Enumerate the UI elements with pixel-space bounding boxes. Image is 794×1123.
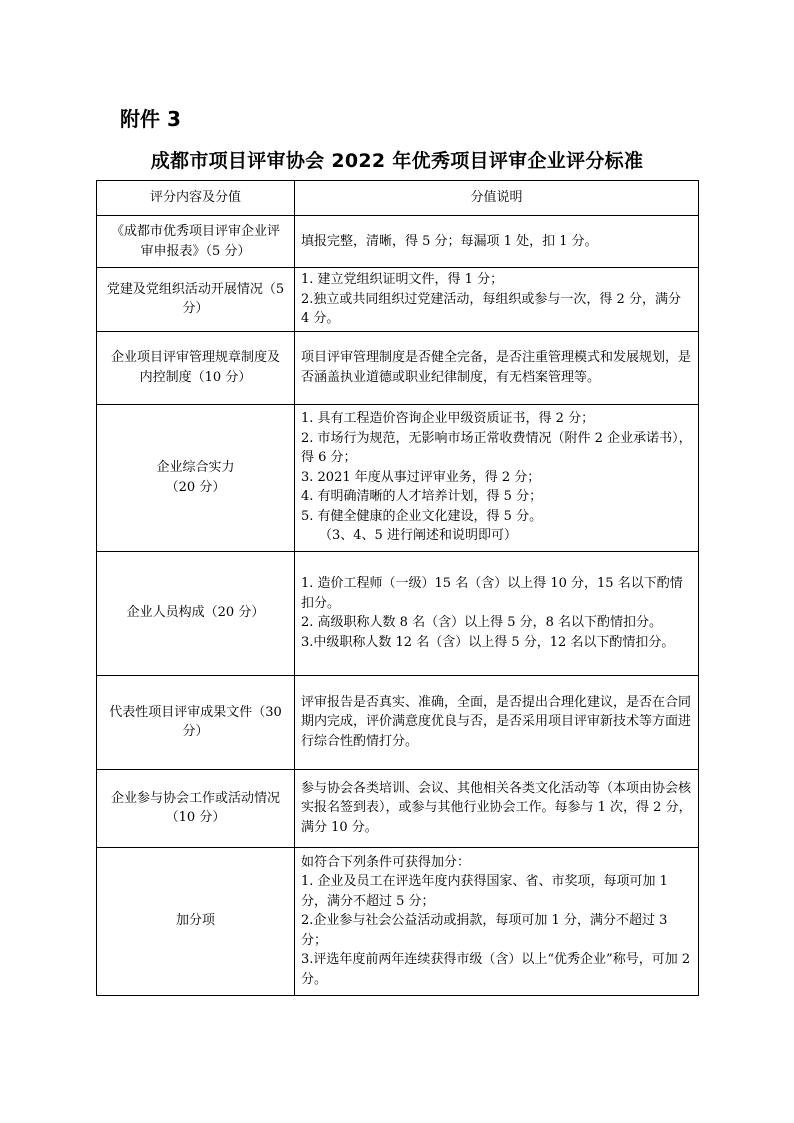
row-description — [295, 551, 699, 675]
header-scoring-content: 评分内容及分值 — [97, 181, 295, 216]
table-row — [97, 551, 699, 675]
description-line: 3.中级职称人数 12 名（含）以上得 5 分，12 名以下酌情扣分。 — [301, 634, 675, 650]
row-description — [295, 675, 699, 769]
description-line: 2. 高级职称人数 8 名（含）以上得 5 分，8 名以下酌情扣分。 — [301, 615, 663, 630]
description-line: 5. 有健全健康的企业文化建设，得 5 分。 — [301, 508, 543, 524]
row-description — [295, 769, 699, 847]
description-line: 评审报告是否真实、准确，全面，是否提出合理化建议，是否在合同期内完成，评价满意度优良与否，是否采用项目评审新技术等方面进行综合性酌情打分。 — [301, 694, 692, 749]
table-row — [97, 675, 699, 769]
row-description — [295, 268, 699, 332]
description-line: 3. 2021 年度从事过评审业务，得 2 分； — [301, 469, 541, 485]
table-row — [97, 769, 699, 847]
row-description — [295, 404, 699, 551]
row-description — [295, 216, 699, 268]
description-line: 项目评审管理制度是否健全完备，是否注重管理模式和发展规划，是否涵盖执业道德或职业纪律制度，有无档案管理等。 — [301, 350, 692, 385]
table-row — [97, 331, 699, 404]
table-row — [97, 216, 699, 268]
row-item: 企业人员构成（20 分） — [97, 551, 295, 675]
description-line: 3.评选年度前两年连续获得市级（含）以上“优秀企业”称号，可加 2 分。 — [301, 952, 691, 987]
description-line: 如符合下列条件可获得加分： — [301, 854, 471, 870]
row-item: 加分项 — [97, 847, 295, 995]
row-item: 党建及党组织活动开展情况（5 分） — [97, 268, 295, 332]
row-item-line: （20 分） — [165, 479, 226, 495]
description-line: 1. 具有工程造价咨询企业甲级资质证书，得 2 分； — [301, 411, 595, 427]
description-note: （3、4、5 进行阐述和说明即可） — [319, 528, 517, 544]
description-line: 2.企业参与社会公益活动或捐款，每项可加 1 分，满分不超过 3 分； — [301, 913, 668, 948]
description-line: 4. 有明确清晰的人才培养计划，得 5 分； — [301, 489, 543, 505]
description-line: 1. 企业及员工在评选年度内获得国家、省、市奖项，每项可加 1 分，满分不超过 5 分； — [301, 874, 668, 909]
description-line: 1. 造价工程师（一级）15 名（含）以上得 10 分，15 名以下酌情扣分。 — [301, 576, 683, 611]
row-item: 企业项目评审管理规章制度及内控制度（10 分） — [97, 331, 295, 404]
attachment-label: 附件 3 — [120, 107, 181, 131]
table-row — [97, 404, 699, 551]
scoring-table — [96, 180, 699, 996]
row-item: 企业参与协会工作或活动情况（10 分） — [97, 769, 295, 847]
description-line: 2.独立或共同组织过党建活动，每组织或参与一次，得 2 分，满分 4 分。 — [301, 291, 681, 326]
document-title: 成都市项目评审协会 2022 年优秀项目评审企业评分标准 — [150, 150, 644, 172]
row-description — [295, 331, 699, 404]
description-line: 参与协会各类培训、会议、其他相关各类文化活动等（本项由协会核实报名签到表），或参与其他行业协会工作。每参与 1 次，得 2 分，满分 10 分。 — [301, 780, 692, 835]
row-item: 代表性项目评审成果文件（30 分） — [97, 675, 295, 769]
header-score-description: 分值说明 — [295, 181, 699, 216]
table-row — [97, 268, 699, 332]
table-row — [97, 847, 699, 995]
row-item-line: 企业综合实力 — [156, 460, 235, 475]
table-header-row — [97, 181, 699, 216]
description-line: 1. 建立党组织证明文件，得 1 分； — [301, 272, 504, 287]
row-description — [295, 847, 699, 995]
description-line: 填报完整，清晰，得 5 分；每漏项 1 处，扣 1 分。 — [301, 233, 598, 249]
row-item: 《成都市优秀项目评审企业评审申报表》（5 分） — [97, 216, 295, 268]
row-item — [97, 404, 295, 551]
description-line: 2. 市场行为规范，无影响市场正常收费情况（附件 2 企业承诺书），得 6 分； — [301, 430, 692, 466]
